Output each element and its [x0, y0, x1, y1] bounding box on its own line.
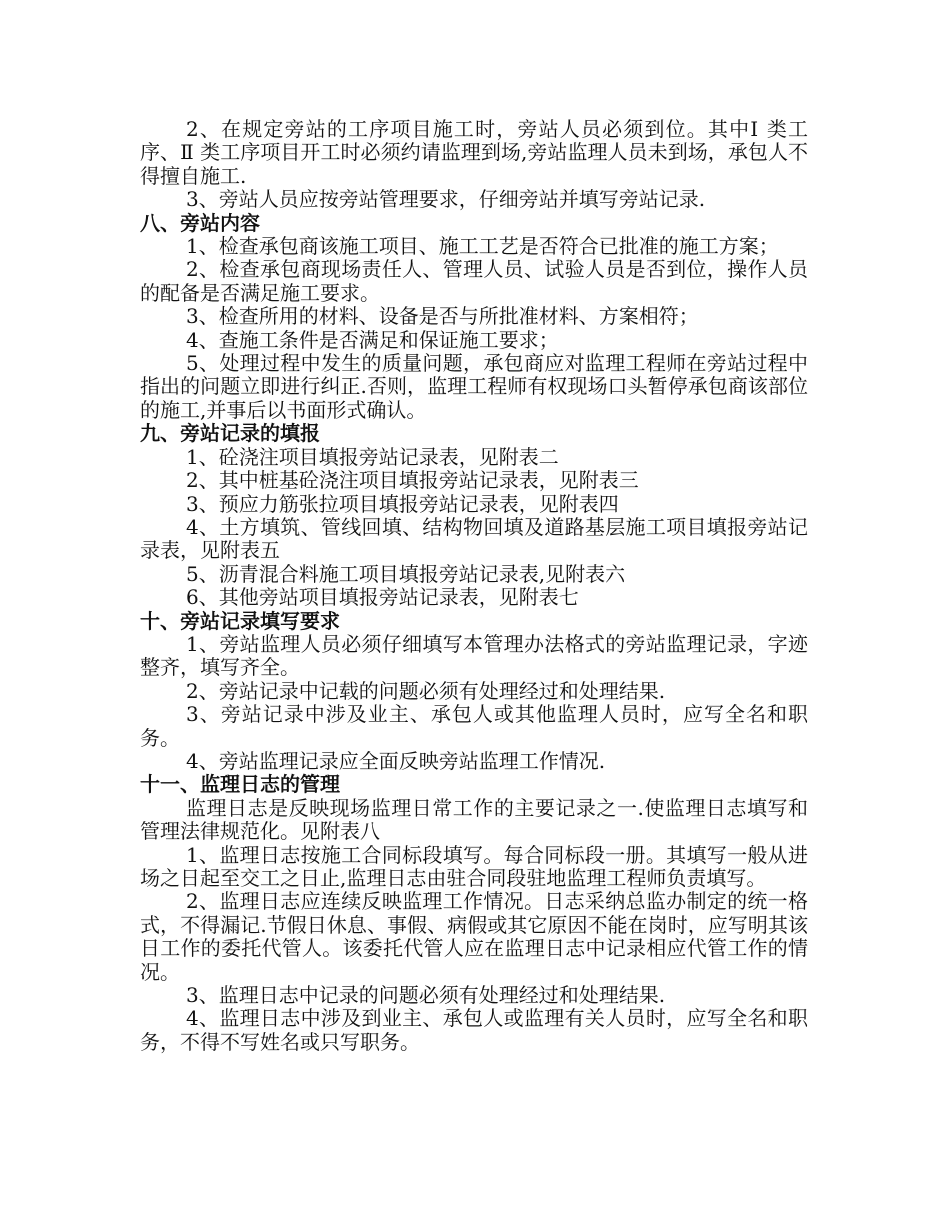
- paragraph: 5、沥青混合料施工项目填报旁站记录表,见附表六: [186, 561, 626, 586]
- paragraph: 4、监理日志中涉及到业主、承包人或监理有关人员时，应写全名和职务，不得不写姓名或只写职务。: [140, 1006, 808, 1054]
- section-heading: 八、旁站内容: [140, 210, 260, 235]
- paragraph: 3、旁站人员应按旁站管理要求，仔细旁站并填写旁站记录.: [186, 187, 706, 212]
- section-heading: 十、旁站记录填写要求: [140, 608, 340, 633]
- paragraph: 3、检查所用的材料、设备是否与所批准材料、方案相符；: [186, 304, 699, 329]
- paragraph: 2、旁站记录中记载的问题必须有处理经过和处理结果.: [186, 678, 666, 703]
- paragraph: 4、旁站监理记录应全面反映旁站监理工作情况.: [186, 748, 606, 773]
- paragraph: 2、其中桩基砼浇注项目填报旁站记录表，见附表三: [186, 468, 639, 493]
- document-page: [140, 118, 808, 1054]
- section-heading: 十一、监理日志的管理: [140, 772, 340, 797]
- paragraph: 监理日志是反映现场监理日常工作的主要记录之一.使监理日志填写和管理法律规范化。见附表八: [140, 795, 808, 844]
- paragraph: 5、处理过程中发生的质量问题，承包商应对监理工程师在旁站过程中指出的问题立即进行纠正.否则，监理工程师有权现场口头暂停承包商该部位的施工,并事后以书面形式确认。: [140, 351, 808, 422]
- paragraph: 3、旁站记录中涉及业主、承包人或其他监理人员时，应写全名和职务。: [140, 702, 808, 750]
- paragraph: 2、监理日志应连续反映监理工作情况。日志采纳总监办制定的统一格式，不得漏记.节假日休息、事假、病假或其它原因不能在岗时，应写明其该日工作的委托代管人。该委托代管人应在监理日志中记录相应代管工作的情况。: [140, 889, 808, 984]
- paragraph: 1、砼浇注项目填报旁站记录表，见附表二: [186, 444, 559, 469]
- paragraph: 1、监理日志按施工合同标段填写。每合同标段一册。其填写一般从进场之日起至交工之日止,监理日志由驻合同段驻地监理工程师负责填写。: [140, 842, 808, 890]
- paragraph: 4、土方填筑、管线回填、结构物回填及道路基层施工项目填报旁站记录表，见附表五: [140, 514, 808, 563]
- paragraph: 3、预应力筋张拉项目填报旁站记录表，见附表四: [186, 491, 619, 516]
- section-heading: 九、旁站记录的填报: [140, 421, 320, 446]
- paragraph: 4、查施工条件是否满足和保证施工要求；: [186, 327, 559, 352]
- paragraph: 1、检查承包商该施工项目、施工工艺是否符合已批准的施工方案；: [186, 234, 779, 259]
- paragraph: 2、检查承包商现场责任人、管理人员、试验人员是否到位，操作人员的配备是否满足施工要求。: [140, 257, 808, 305]
- paragraph: 1、旁站监理人员必须仔细填写本管理办法格式的旁站监理记录，字迹整齐，填写齐全。: [140, 631, 808, 680]
- paragraph: 3、监理日志中记录的问题必须有处理经过和处理结果.: [186, 983, 666, 1008]
- paragraph: 6、其他旁站项目填报旁站记录表，见附表七: [186, 585, 579, 610]
- paragraph: 2、在规定旁站的工序项目施工时，旁站人员必须到位。其中Ⅰ 类工序、Ⅱ 类工序项目开工时必须约请监理到场,旁站监理人员未到场，承包人不得擅自施工.: [140, 117, 808, 188]
